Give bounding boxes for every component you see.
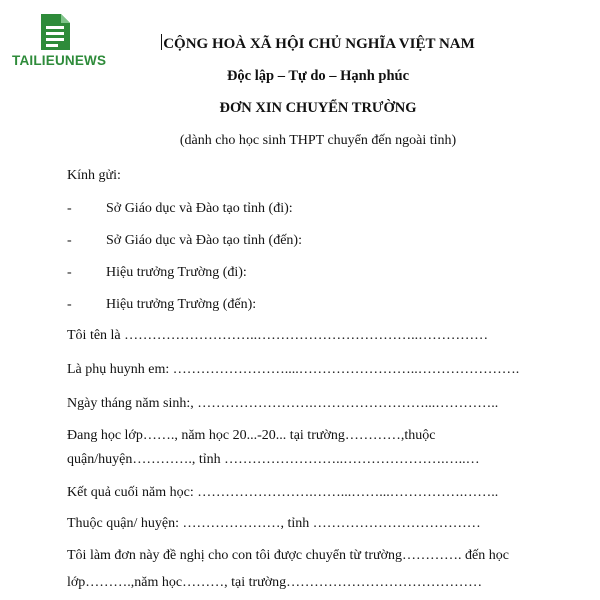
bullet-marker: - <box>67 265 72 280</box>
birth-date-field-line: Ngày tháng năm sinh:, …………………….……………………...………….. <box>67 396 499 411</box>
bullet-marker: - <box>67 201 72 216</box>
country-heading-text: CỘNG HOÀ XÃ HỘI CHỦ NGHĨA VIỆT NAM <box>163 36 475 52</box>
request-line: Tôi làm đơn này đề nghị cho con tôi được chuyển từ trường…………. đến học <box>67 548 509 563</box>
current-class-field-line: Đang học lớp……., năm học 20...-20... tại trường…………,thuộc <box>67 428 436 443</box>
recipient-item: Hiệu trưởng Trường (đến): <box>106 297 257 312</box>
final-result-field-line: Kết quả cuối năm học: …………………….……...……...…………….…….. <box>67 485 499 500</box>
request-line-continued: lớp……….,năm học………, tại trường…………………………………… <box>67 575 483 590</box>
bullet-marker: - <box>67 233 72 248</box>
name-field-line: Tôi tên là ………………………..……………………………..…………… <box>67 328 489 343</box>
motto-heading: Độc lập – Tự do – Hạnh phúc <box>226 68 410 84</box>
recipient-item: Hiệu trưởng Trường (đi): <box>106 265 247 280</box>
document-subtitle: (dành cho học sinh THPT chuyển đến ngoài tỉnh) <box>179 133 457 148</box>
recipient-item: Sở Giáo dục và Đào tạo tỉnh (đến): <box>106 233 302 248</box>
current-district-field-line: quận/huyện…………., tỉnh ……………………..………………….…..… <box>67 452 480 467</box>
district-field-line: Thuộc quận/ huyện: …………………, tỉnh ……………………………… <box>67 516 481 531</box>
parent-field-line: Là phụ huynh em: ……………………....……………………..…………………. <box>67 362 520 377</box>
brand-name: TAILIEUNEWS <box>12 53 107 68</box>
country-heading <box>0 34 600 53</box>
document-title: ĐƠN XIN CHUYỂN TRƯỜNG <box>219 100 417 116</box>
recipient-item: Sở Giáo dục và Đào tạo tỉnh (đi): <box>106 201 293 216</box>
salutation: Kính gửi: <box>67 168 121 183</box>
bullet-marker: - <box>67 297 72 312</box>
